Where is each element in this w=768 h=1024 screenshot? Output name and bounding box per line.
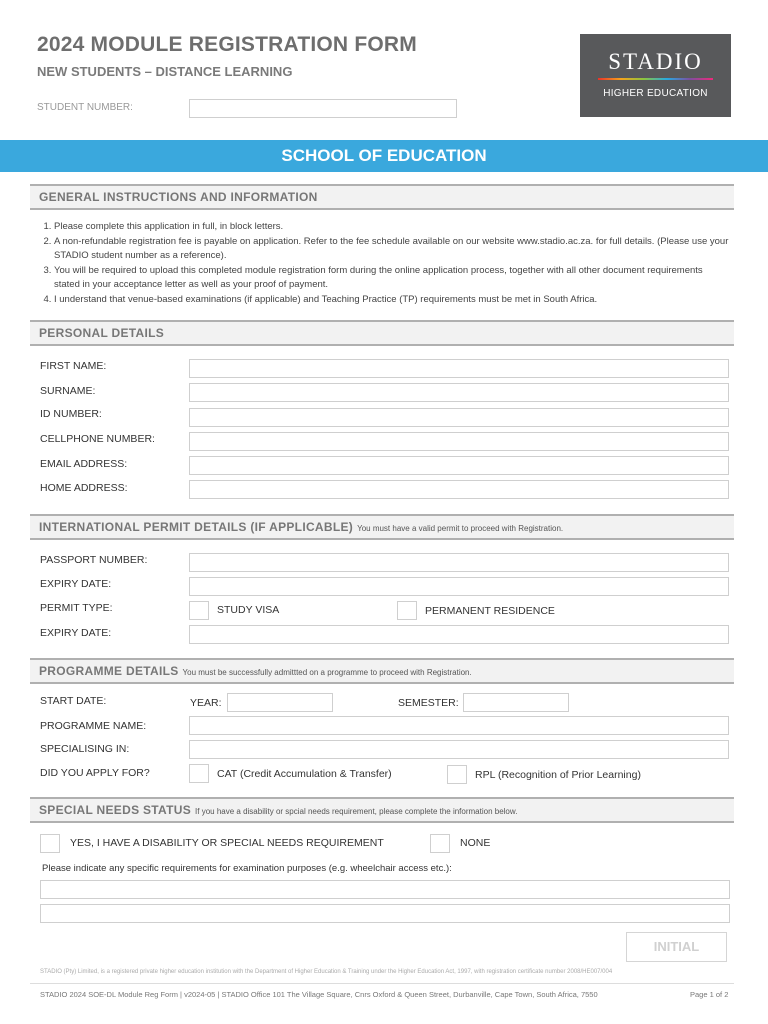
section-note: You must have a valid permit to proceed with Registration. — [357, 524, 564, 533]
section-title: PERSONAL DETAILS — [39, 326, 165, 340]
section-title — [39, 803, 517, 817]
instructions-list — [40, 220, 730, 308]
special-requirements-field-1[interactable] — [40, 880, 730, 899]
study-visa-checkbox[interactable] — [189, 601, 209, 620]
student-number-field[interactable] — [189, 99, 457, 118]
section-title-text: INTERNATIONAL PERMIT DETAILS (IF APPLICABLE) — [39, 520, 354, 534]
home-address-field[interactable] — [189, 480, 729, 499]
first-name-label: FIRST NAME: — [40, 360, 107, 372]
logo-color-bar — [598, 78, 713, 80]
instruction-item: 2. A non-refundable registration fee is payable on application. Refer to the fee schedule available on our website www.stadio.ac.za. for full details. (Please use your STADIO student number as a reference). — [54, 235, 730, 264]
specialising-label: SPECIALISING IN: — [40, 743, 130, 755]
section-title: GENERAL INSTRUCTIONS AND INFORMATION — [39, 190, 318, 204]
email-label: EMAIL ADDRESS: — [40, 458, 128, 470]
section-note: You must be successfully admittted on a programme to proceed with Registration. — [182, 668, 472, 677]
passport-expiry-field[interactable] — [189, 577, 729, 596]
logo-subtitle: HIGHER EDUCATION — [603, 88, 708, 99]
start-date-label: START DATE: — [40, 695, 107, 707]
disability-yes-checkbox[interactable] — [40, 834, 60, 853]
permanent-residence-checkbox[interactable] — [397, 601, 417, 620]
section-programme-details — [30, 658, 734, 684]
footer-text: STADIO 2024 SOE-DL Module Reg Form | v2024-05 | STADIO Office 101 The Village Square, Cnrs Oxford & Queen Street, Durbanville, Cape Town, South Africa, 7550 — [40, 990, 598, 999]
section-title-text: SPECIAL NEEDS STATUS — [39, 803, 192, 817]
expiry-date-label: EXPIRY DATE: — [40, 578, 112, 590]
surname-label: SURNAME: — [40, 385, 96, 397]
year-label: YEAR: — [190, 697, 222, 709]
passport-number-label: PASSPORT NUMBER: — [40, 554, 148, 566]
specialising-field[interactable] — [189, 740, 729, 759]
permit-expiry-field[interactable] — [189, 625, 729, 644]
section-title — [39, 664, 472, 678]
email-field[interactable] — [189, 456, 729, 475]
cellphone-field[interactable] — [189, 432, 729, 451]
section-title-text: PROGRAMME DETAILS — [39, 664, 179, 678]
semester-label: SEMESTER: — [398, 697, 459, 709]
home-address-label: HOME ADDRESS: — [40, 482, 128, 494]
page-number: Page 1 of 2 — [690, 990, 729, 999]
form-title: 2024 MODULE REGISTRATION FORM — [37, 33, 417, 56]
passport-number-field[interactable] — [189, 553, 729, 572]
section-note: If you have a disability or spcial needs requirement, please complete the information below. — [195, 807, 518, 816]
semester-field[interactable] — [463, 693, 569, 712]
rpl-checkbox[interactable] — [447, 765, 467, 784]
none-checkbox[interactable] — [430, 834, 450, 853]
study-visa-label: STUDY VISA — [217, 604, 280, 616]
programme-name-label: PROGRAMME NAME: — [40, 720, 147, 732]
section-general-instructions — [30, 184, 734, 210]
legal-fine-print: STADIO (Pty) Limited, is a registered private higher education institution with the Department of Higher Education & Training under the Higher Education Act, 1997, with registration certificate number 2008/HE007/004 — [40, 969, 613, 975]
none-label: NONE — [460, 837, 491, 849]
cat-label: CAT (Credit Accumulation & Transfer) — [217, 768, 392, 780]
rpl-label: RPL (Recognition of Prior Learning) — [475, 769, 641, 781]
programme-name-field[interactable] — [189, 716, 729, 735]
form-subtitle: NEW STUDENTS – DISTANCE LEARNING — [37, 64, 293, 79]
id-number-label: ID NUMBER: — [40, 408, 102, 420]
stadio-logo — [580, 34, 731, 117]
section-title — [39, 520, 563, 534]
special-requirements-prompt: Please indicate any specific requirements for examination purposes (e.g. wheelchair access etc.): — [42, 863, 452, 874]
school-banner: SCHOOL OF EDUCATION — [0, 140, 768, 172]
cat-checkbox[interactable] — [189, 764, 209, 783]
surname-field[interactable] — [189, 383, 729, 402]
instruction-item: 3. You will be required to upload this completed module registration form during the online application process, together with all other document requirements stated in your acceptance letter as well as your proof of payment. — [54, 264, 730, 293]
permit-type-label: PERMIT TYPE: — [40, 602, 113, 614]
section-special-needs — [30, 797, 734, 823]
id-number-field[interactable] — [189, 408, 729, 427]
special-requirements-field-2[interactable] — [40, 904, 730, 923]
year-field[interactable] — [227, 693, 333, 712]
disability-yes-label: YES, I HAVE A DISABILITY OR SPECIAL NEEDS REQUIREMENT — [70, 837, 384, 849]
apply-for-label: DID YOU APPLY FOR? — [40, 767, 150, 779]
cellphone-label: CELLPHONE NUMBER: — [40, 433, 155, 445]
section-personal-details — [30, 320, 734, 346]
student-number-label: STUDENT NUMBER: — [37, 102, 133, 113]
initial-box[interactable]: INITIAL — [626, 932, 727, 962]
section-international-permit — [30, 514, 734, 540]
instruction-item: 1. Please complete this application in full, in block letters. — [54, 220, 730, 235]
first-name-field[interactable] — [189, 359, 729, 378]
logo-name: STADIO — [608, 49, 703, 74]
permit-expiry-label: EXPIRY DATE: — [40, 627, 112, 639]
instruction-item: 4. I understand that venue-based examinations (if applicable) and Teaching Practice (TP) requirements must be met in South Africa. — [54, 293, 730, 308]
permanent-residence-label: PERMANENT RESIDENCE — [425, 605, 555, 617]
footer-divider — [30, 983, 734, 984]
